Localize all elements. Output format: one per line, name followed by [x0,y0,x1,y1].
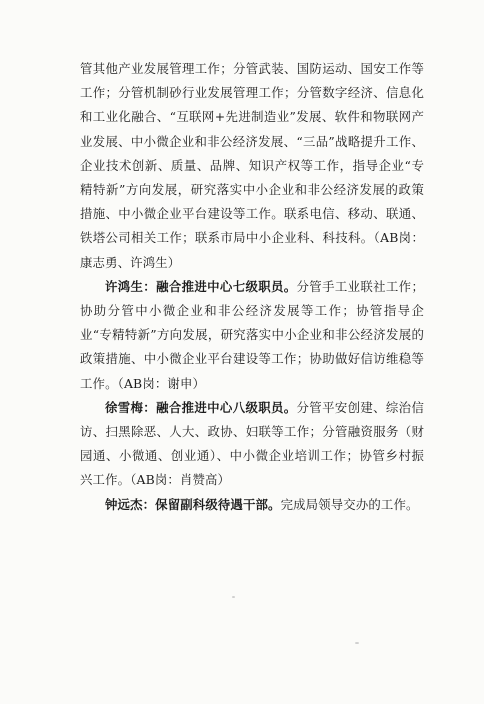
document-body [80,57,424,517]
duty-text: 分管平安创建、综治信访、扫黑除恶、人大、政协、妇联等工作；分管融资服务（财园通、小微通、创业通）、中小微企业培训工作；协管乡村振兴工作。（AB岗：肖赞高） [80,399,424,488]
paragraph-zhong-yuanjie [80,493,424,517]
duty-text: 完成局领导交办的工作。 [280,496,419,512]
scan-speck [355,642,359,644]
paragraph-xu-xuemei [80,396,424,493]
person-title: 保留副科级待遇干部。 [155,496,281,512]
person-title: 融合推进中心七级职员。 [156,278,297,294]
scan-speck [232,596,235,598]
paragraph-text: 管其他产业发展管理工作；分管武装、国防运动、国安工作等工作；分管机制砂行业发展管理工作；分管数字经济、信息化和工业化融合、“互联网+先进制造业”发展、软件和物联网产业发展、中小微企业和非公经济发展、“三品”战略提升工作、企业技术创新、质量、品牌、知识产权等工作，指导企业“专精特新”方向发展，研究落实中小企业和非公经济发展的政策措施、中小微企业平台建设等工作。联系电信、移动、联通、铁塔公司相关工作；联系市局中小企业科、科技科。（AB岗：康志勇、许鸿生） [80,61,424,270]
duty-text: 分管手工业联社工作；协助分管中小微企业和非公经济发展等工作；协管指导企业“专精特新”方向发展，研究落实中小企业和非公经济发展的政策措施、中小微企业平台建设等工作；协助做好信访维稳等工作。（AB岗：谢申） [80,278,424,391]
person-title: 融合推进中心八级职员。 [156,399,297,415]
person-name: 徐雪梅： [105,399,157,415]
paragraph-xu-hongsheng [80,275,424,396]
person-name: 许鸿生： [105,278,157,294]
paragraph-continued-duties [80,57,424,275]
person-name: 钟远杰： [105,496,156,512]
